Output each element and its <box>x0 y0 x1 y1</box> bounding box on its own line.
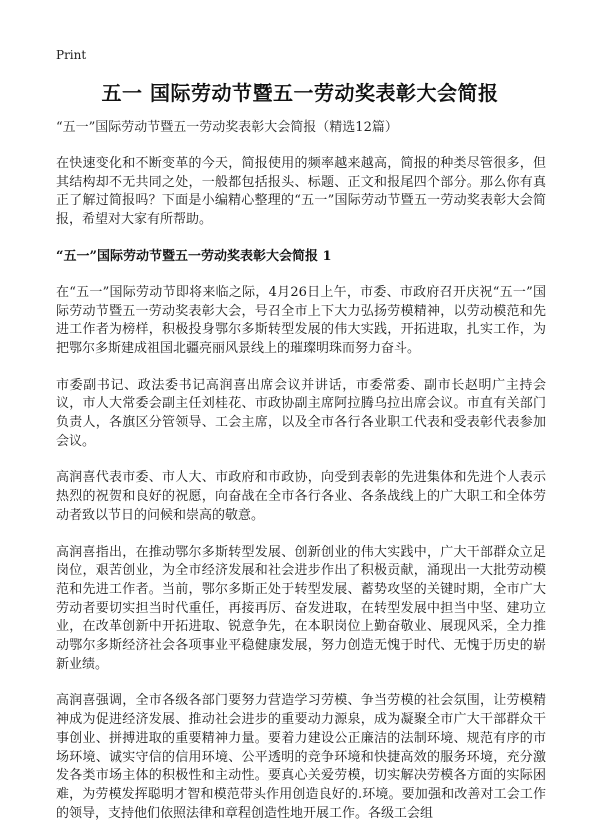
section-heading: “五一”国际劳动节暨五一劳动奖表彰大会简报 1 <box>56 248 332 264</box>
body-paragraph: 在“五一”国际劳动节即将来临之际，4月26日上午，市委、市政府召开庆祝“五一”国际劳动节暨五一劳动奖表彰大会，号召全市上下大力弘扬劳模精神，以劳动模范和先进工作者为榜样，积极投身鄂尔多斯转型发展的伟大实践，开拓进取，扎实工作，为把鄂尔多斯建成祖国北疆亮丽风景线上的璀璨明珠而努力奋斗。 <box>56 284 546 356</box>
article-body <box>56 119 546 828</box>
body-paragraph: 高润喜强调，全市各级各部门要努力营造学习劳模、争当劳模的社会氛围，让劳模精神成为促进经济发展、推动社会进步的重要动力源泉，成为凝聚全市广大干部群众干事创业、拼搏进取的重要精神力量。要着力建设公正廉洁的法制环境、规范有序的市场环境、诚实守信的信用环境、公平透明的竞争环境和快捷高效的服务环境，充分激发各类市场主体的积极性和主动性。要真心关爱劳模，切实解决劳模各方面的实际困难，为劳模发挥聪明才智和模范带头作用创造良好的.环境。要加强和改善对工会工作的领导，支持他们依照法律和章程创造性地开展工作。各级工会组 <box>56 693 546 821</box>
body-paragraph: 高润喜代表市委、市人大、市政府和市政协，向受到表彰的先进集体和先进个人表示热烈的祝贺和良好的祝愿，向奋战在全市各行各业、各条战线上的广大职工和全体劳动者致以节日的问候和崇高的敬意。 <box>56 470 546 523</box>
body-paragraph: 市委副书记、政法委书记高润喜出席会议并讲话，市委常委、副市长赵明广主持会议，市人大常委会副主任刘桂花、市政协副主席阿拉腾乌拉出席会议。市直有关部门负责人，各旗区分管领导、工会主席，以及全市各行各业职工代表和受表彰代表参加会议。 <box>56 377 546 449</box>
body-paragraph: 高润喜指出，在推动鄂尔多斯转型发展、创新创业的伟大实践中，广大干部群众立足岗位，艰苦创业，为全市经济发展和社会进步作出了积极贡献，涌现出一大批劳动模范和先进工作者。当前，鄂尔多斯正处于转型发展、蓄势攻坚的关键时期，全市广大劳动者要切实担当时代重任，再接再厉、奋发进取，在转型发展中担当中坚、建功立业，在改革创新中开拓进取、锐意争先，在本职岗位上勤奋敬业、展现风采，全力推动鄂尔多斯经济社会各项事业平稳健康发展，努力创造无愧于时代、无愧于历史的崭新业绩。 <box>56 544 546 672</box>
article-subtitle: “五一”国际劳动节暨五一劳动奖表彰大会简报（精选12篇） <box>56 120 398 135</box>
intro-paragraph: 在快速变化和不断变革的今天，简报使用的频率越来越高，简报的种类尽管很多，但其结构却不无共同之处，一般都包括报头、标题、正文和报尾四个部分。那么你有真正了解过简报吗？下面是小编精心整理的“五一”国际劳动节暨五一劳动奖表彰大会简报，希望对大家有所帮助。 <box>56 156 546 228</box>
page-title: 五一 国际劳动节暨五一劳动奖表彰大会简报 <box>101 81 499 105</box>
print-link[interactable]: Print <box>56 48 87 62</box>
